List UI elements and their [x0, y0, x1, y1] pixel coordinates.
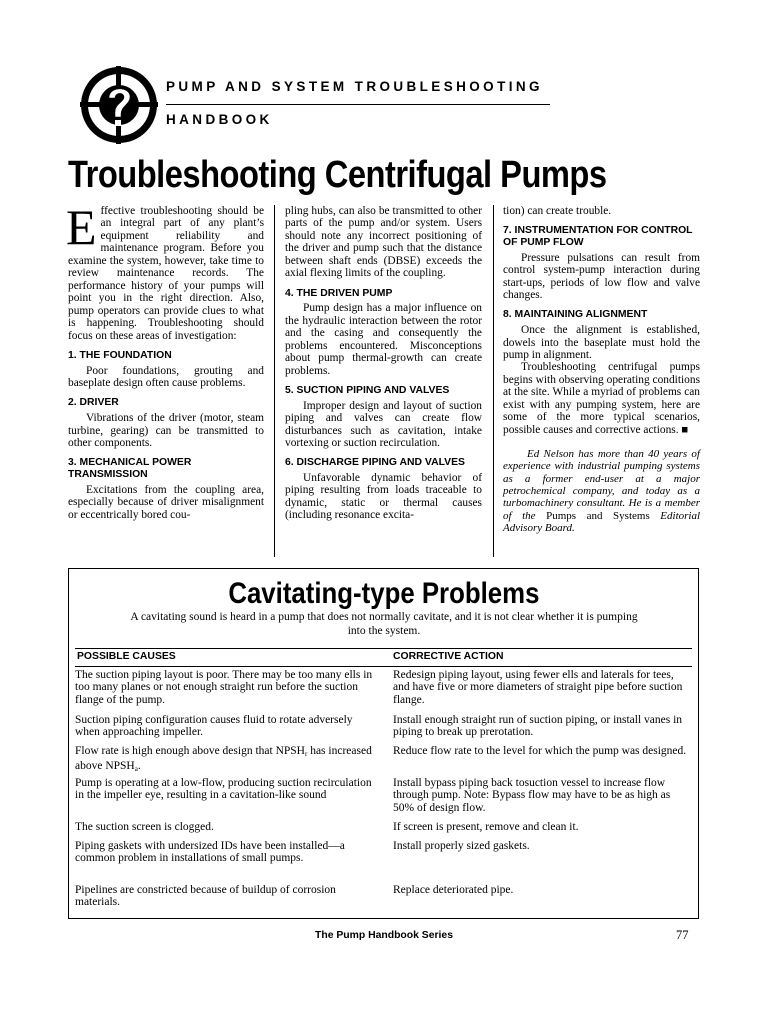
- header-rule: [166, 104, 550, 105]
- section-text: pling hubs, can also be transmitted to other parts of the pump and/or system. Users should note any incorrect positioning of the driver and pump such that the distance between shaft ends (DBSE) exceeds the axial flexing limits of the coupling.: [285, 205, 482, 280]
- cause-cell: The suction screen is clogged.: [75, 821, 214, 833]
- section-text: Vibrations of the driver (motor, steam turbine, gearing) can be transmitted to other components.: [68, 412, 264, 449]
- article-column-1: [66, 199, 264, 521]
- section-heading: 3. MECHANICAL POWER TRANSMISSION: [68, 457, 192, 481]
- section-heading: 1. THE FOUNDATION: [68, 349, 172, 361]
- section-text: Pressure pulsations can result from control system-pump interaction during start-ups, periods of low flow and valve changes.: [503, 251, 700, 301]
- cavitation-problems-box: [68, 568, 699, 919]
- action-cell: Replace deteriorated pipe.: [393, 884, 514, 896]
- drop-cap: E: [66, 199, 97, 255]
- series-title: PUMP AND SYSTEM TROUBLESHOOTING: [166, 79, 543, 94]
- action-cell: Reduce flow rate to the level for which the pump was designed.: [393, 745, 687, 757]
- cause-cell: Suction piping configuration causes fluid to rotate adversely when approaching impeller.: [75, 714, 353, 739]
- action-cell: If screen is present, remove and clean it.: [393, 821, 579, 833]
- section-heading: 4. THE DRIVEN PUMP: [285, 287, 393, 299]
- section-heading: 6. DISCHARGE PIPING AND VALVES: [285, 457, 465, 469]
- section-text: Pump design has a major influence on the hydraulic interaction between the rotor and the casing and consequently the problems encountered. Misconceptions about pump thermal-growth can create problems.: [285, 302, 482, 377]
- column-divider: [274, 205, 275, 557]
- footer-series-name: The Pump Handbook Series: [315, 930, 453, 941]
- section-text: Improper design and layout of suction piping and valves can create flow disturbances such as cavitation, intake vortexing or suction recirculation.: [285, 399, 482, 449]
- action-cell: Install enough straight run of suction piping, or install vanes in piping to break up prerotation.: [393, 714, 683, 739]
- cause-cell: Flow rate is high enough above design that $NPSH_r$ has increased above $NPSH_a$.: [75, 745, 372, 774]
- question-mark-logo-icon: [78, 64, 160, 146]
- section-heading: 7. INSTRUMENTATION FOR CONTROL OF PUMP FLOW: [503, 225, 693, 249]
- action-cell: Install bypass piping back tosuction vessel to increase flow through pump. Note: Bypass flow may have to be as high as 50% of design flow.: [393, 777, 671, 814]
- section-heading: 8. MAINTAINING ALIGNMENT: [503, 309, 648, 321]
- section-heading: 5. SUCTION PIPING AND VALVES: [285, 385, 450, 397]
- column-header-action: CORRECTIVE ACTION: [393, 651, 504, 662]
- page-number: 77: [676, 928, 689, 942]
- cause-cell: Piping gaskets with undersized IDs have been installed—a common problem in installations of small pumps.: [75, 840, 345, 865]
- intro-paragraph: Effective troubleshooting should be an integral part of any plant’s equipment reliability and maintenance program. Before you examine the system, however, take time to review maintenance records. The performance history of your pumps will point you in the right direction. Also, pump operators can provide clues to what is happening. Troubleshooting should focus on these areas of investigation:: [66, 199, 264, 342]
- series-subtitle: HANDBOOK: [166, 112, 273, 127]
- column-header-causes: POSSIBLE CAUSES: [77, 651, 176, 662]
- action-cell: Install properly sized gaskets.: [393, 840, 530, 852]
- author-bio: Ed Nelson has more than 40 years of experience with industrial pumping systems as a former end-user at a major petrochemical company, and today as a turbomachinery consultant. He is a member of the Pumps and Systems Editorial Advisory Board.: [503, 448, 701, 534]
- article-title: Troubleshooting Centrifugal Pumps: [68, 154, 607, 196]
- action-cell: Redesign piping layout, using fewer ells and laterals for tees, and have five or more diameters of straight pipe before suction flange.: [393, 669, 683, 706]
- cause-cell: Pump is operating at a low-flow, producing suction recirculation in the impeller eye, resulting in a cavitation-like sound: [75, 777, 372, 802]
- section-text: Poor foundations, grouting and baseplate design often cause problems.: [68, 364, 264, 390]
- section-text: tion) can create trouble.: [503, 205, 612, 217]
- box-title: Cavitating-type Problems: [227, 577, 540, 610]
- column-divider: [493, 205, 494, 557]
- cause-cell: Pipelines are constricted because of buildup of corrosion materials.: [75, 884, 336, 909]
- article-column-3: [503, 205, 700, 534]
- section-heading: 2. DRIVER: [68, 397, 119, 409]
- article-column-2: [285, 205, 482, 522]
- section-text: Excitations from the coupling area, especially because of driver misalignment or eccentrically bored cou-: [68, 483, 264, 521]
- section-text: Troubleshooting centrifugal pumps begins with observing operating conditions at the site. While a myriad of problems can exist with any pumping system, here are some of the more typical scenarios, possible causes and corrective actions. ■: [503, 361, 700, 436]
- box-intro: A cavitating sound is heard in a pump that does not normally cavitate, and it is not clear whether it is pumping into the system.: [130, 611, 638, 637]
- section-text: Once the alignment is established, dowels into the baseplate must hold the pump in alignment.: [503, 324, 700, 361]
- cause-cell: The suction piping layout is poor. There may be too many ells in too many planes or not enough straight run before the suction flange of the pump.: [75, 669, 373, 706]
- table-header: [75, 648, 692, 667]
- section-text: Unfavorable dynamic behavior of piping resulting from loads traceable to dynamic, static or thermal causes (including resonance excita-: [285, 472, 482, 522]
